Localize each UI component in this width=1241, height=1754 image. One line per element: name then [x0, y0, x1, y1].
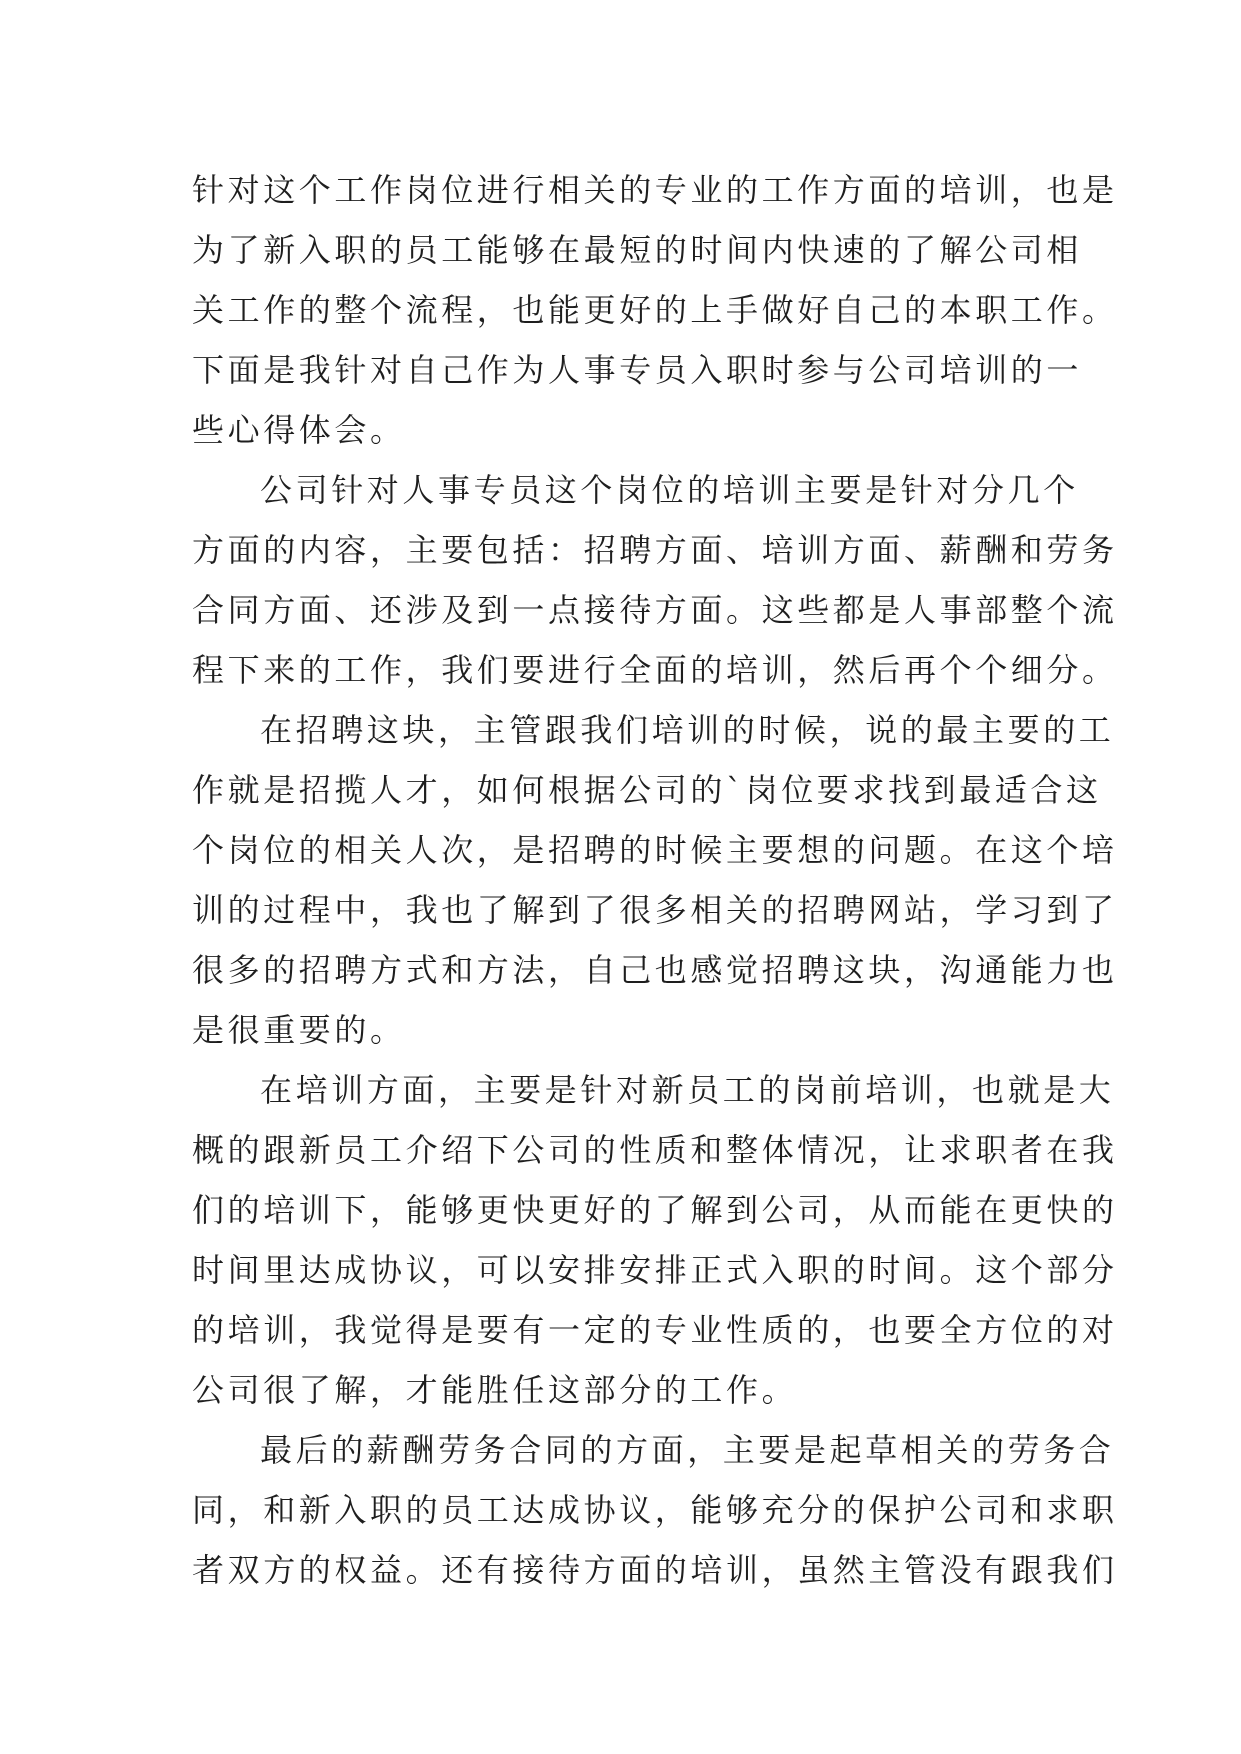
paragraph [192, 160, 1118, 460]
paragraph [192, 1060, 1118, 1420]
text-line: 在培训方面，主要是针对新员工的岗前培训，也就是大 [260, 1071, 1115, 1109]
text-line: 者双方的权益。还有接待方面的培训，虽然主管没有跟我们 [192, 1551, 1118, 1589]
text-line: 合同方面、还涉及到一点接待方面。这些都是人事部整个流 [192, 591, 1118, 629]
text-line: 为了新入职的员工能够在最短的时间内快速的了解公司相 [192, 231, 1083, 269]
text-line: 个岗位的相关人次，是招聘的时候主要想的问题。在这个培 [192, 831, 1118, 869]
text-line: 概的跟新员工介绍下公司的性质和整体情况，让求职者在我 [192, 1131, 1118, 1169]
text-line: 们的培训下，能够更快更好的了解到公司，从而能在更快的 [192, 1191, 1118, 1229]
text-line: 训的过程中，我也了解到了很多相关的招聘网站，学习到了 [192, 891, 1118, 929]
text-line: 很多的招聘方式和方法，自己也感觉招聘这块，沟通能力也 [192, 951, 1118, 989]
text-line: 同，和新入职的员工达成协议，能够充分的保护公司和求职 [192, 1491, 1118, 1529]
text-line: 的培训，我觉得是要有一定的专业性质的，也要全方位的对 [192, 1311, 1118, 1349]
text-line: 是很重要的。 [192, 1011, 406, 1049]
paragraph [192, 460, 1118, 700]
document-body [192, 160, 1118, 1600]
text-line: 方面的内容，主要包括：招聘方面、培训方面、薪酬和劳务 [192, 531, 1118, 569]
text-line: 程下来的工作，我们要进行全面的培训，然后再个个细分。 [192, 651, 1118, 689]
text-line: 针对这个工作岗位进行相关的专业的工作方面的培训，也是 [192, 171, 1118, 209]
paragraph [192, 700, 1118, 1060]
paragraph [192, 1420, 1118, 1600]
text-line: 时间里达成协议，可以安排安排正式入职的时间。这个部分 [192, 1251, 1118, 1289]
text-line: 最后的薪酬劳务合同的方面，主要是起草相关的劳务合 [260, 1431, 1115, 1469]
text-line: 在招聘这块，主管跟我们培训的时候，说的最主要的工 [260, 711, 1115, 749]
text-line: 下面是我针对自己作为人事专员入职时参与公司培训的一 [192, 351, 1083, 389]
text-line: 作就是招揽人才，如何根据公司的`岗位要求找到最适合这 [192, 771, 1102, 809]
text-line: 公司针对人事专员这个岗位的培训主要是针对分几个 [260, 471, 1079, 509]
text-line: 些心得体会。 [192, 411, 406, 449]
text-line: 关工作的整个流程，也能更好的上手做好自己的本职工作。 [192, 291, 1118, 329]
text-line: 公司很了解，才能胜任这部分的工作。 [192, 1371, 798, 1409]
